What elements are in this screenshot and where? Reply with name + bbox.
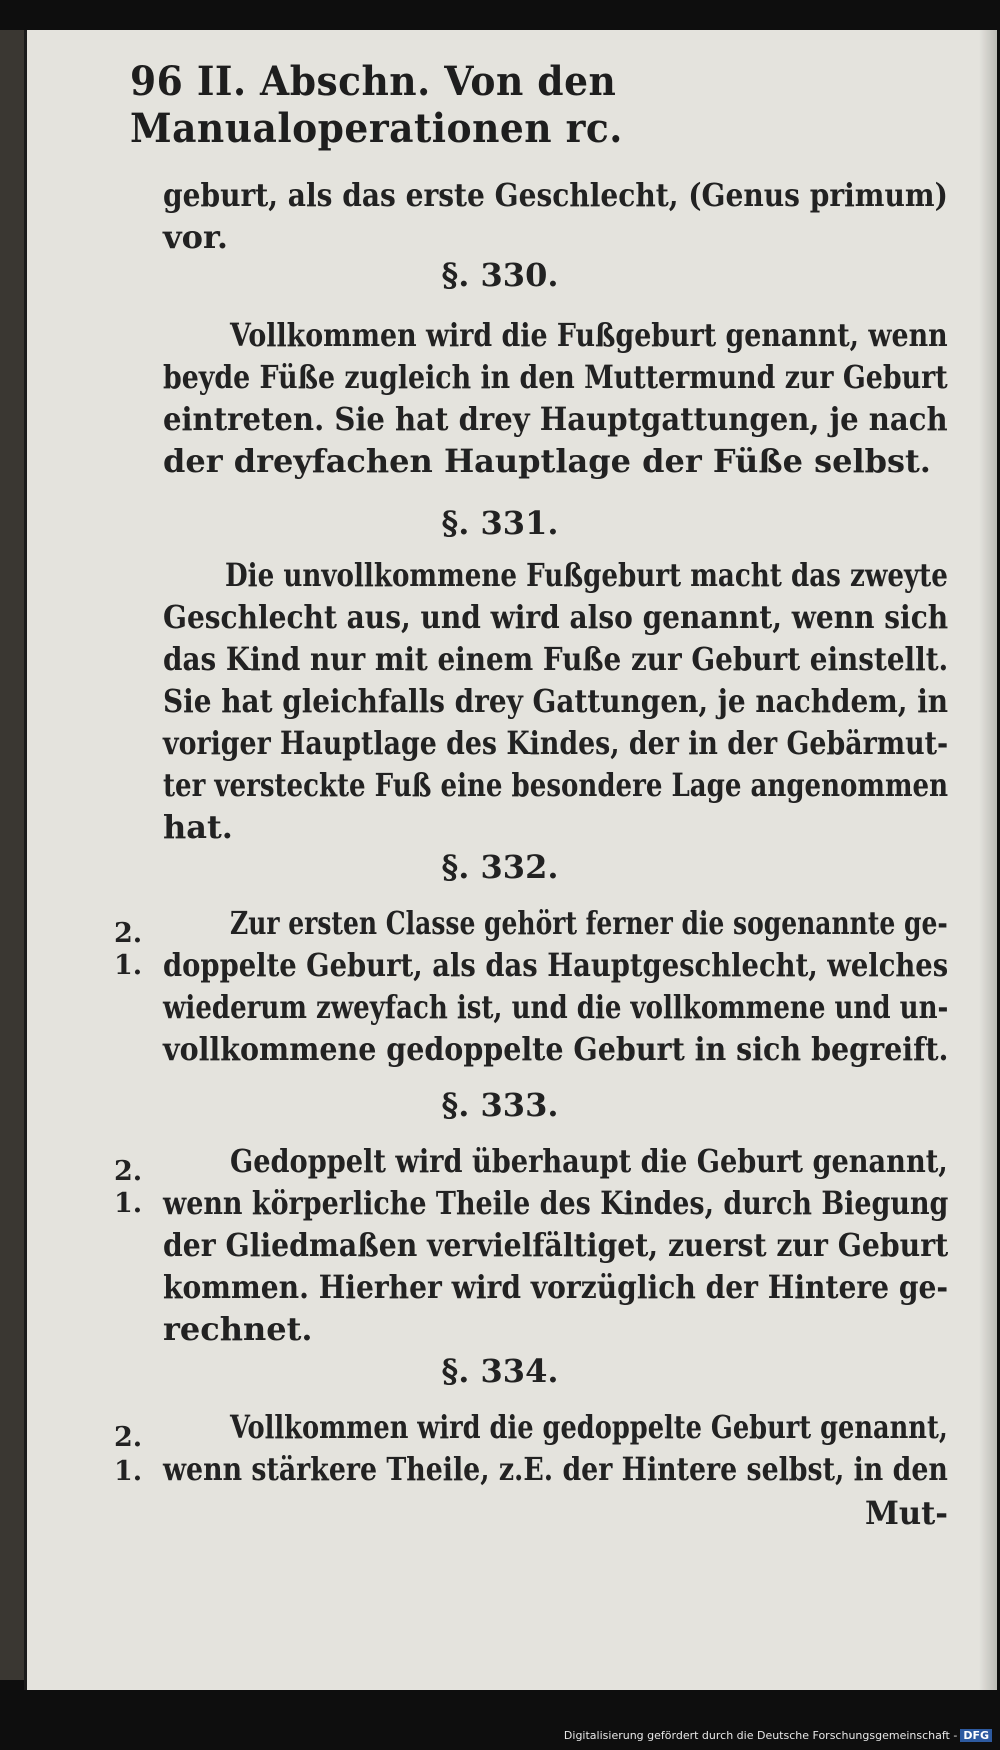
margin-note: 2. [114, 1156, 143, 1187]
margin-note: 1. [114, 1456, 143, 1487]
text-line: Vollkommen wird die gedoppelte Geburt genannt, [230, 1408, 948, 1446]
text-line: Vollkommen wird die Fußgeburt genannt, wenn [230, 316, 948, 354]
text-line: der dreyfachen Hauptlage der Füße selbst. [163, 442, 931, 480]
section-heading: §. 334. [441, 1352, 559, 1390]
text-line: wenn körperliche Theile des Kindes, durch Biegung [163, 1184, 949, 1222]
margin-note: 2. [114, 918, 143, 949]
text-line: wenn stärkere Theile, z.E. der Hintere selbst, in den [163, 1450, 948, 1488]
text-line: beyde Füße zugleich in den Muttermund zur Geburt [163, 358, 948, 396]
text-line: Die unvollkommene Fußgeburt macht das zweyte [225, 556, 948, 594]
section-heading: §. 333. [441, 1086, 559, 1124]
dfg-logo: DFG [960, 1729, 992, 1742]
margin-note: 1. [114, 1188, 143, 1219]
text-line: vor. [163, 218, 228, 256]
text-line: doppelte Geburt, als das Hauptgeschlecht, welches [163, 946, 949, 984]
text-line: geburt, als das erste Geschlecht, (Genus primum) [163, 176, 948, 214]
section-heading: §. 332. [441, 848, 559, 886]
text-line: das Kind nur mit einem Fuße zur Geburt einstellt. [163, 640, 949, 678]
section-heading: §. 330. [441, 256, 559, 294]
digitization-credit [564, 1729, 992, 1742]
text-line: wiederum zweyfach ist, und die vollkommene und un- [163, 988, 949, 1026]
credit-text: Digitalisierung gefördert durch die Deutsche Forschungsgemeinschaft - [563, 1729, 958, 1742]
text-line: kommen. Hierher wird vorzüglich der Hintere ge- [163, 1268, 949, 1306]
running-header: 96 II. Abschn. Von den Manualoperationen rc. [130, 58, 623, 152]
text-line: Geschlecht aus, und wird also genannt, wenn sich [163, 598, 949, 636]
text-line: Gedoppelt wird überhaupt die Geburt genannt, [230, 1142, 948, 1180]
catchword: Mut- [865, 1494, 949, 1532]
text-line: hat. [163, 808, 233, 846]
text-line: vollkommene gedoppelte Geburt in sich begreift. [163, 1030, 949, 1068]
margin-note: 1. [114, 950, 143, 981]
text-line: rechnet. [163, 1310, 313, 1348]
text-line: voriger Hauptlage des Kindes, der in der Gebärmut- [163, 724, 949, 762]
text-line: ter versteckte Fuß eine besondere Lage angenommen [163, 766, 949, 804]
text-line: Sie hat gleichfalls drey Gattungen, je nachdem, in [163, 682, 949, 720]
margin-note: 2. [114, 1422, 143, 1453]
text-line: der Gliedmaßen vervielfältiget, zuerst zur Geburt [163, 1226, 949, 1264]
text-line: eintreten. Sie hat drey Hauptgattungen, je nach [163, 400, 948, 438]
text-line: Zur ersten Classe gehört ferner die sogenannte ge- [230, 904, 948, 942]
section-heading: §. 331. [441, 504, 559, 542]
